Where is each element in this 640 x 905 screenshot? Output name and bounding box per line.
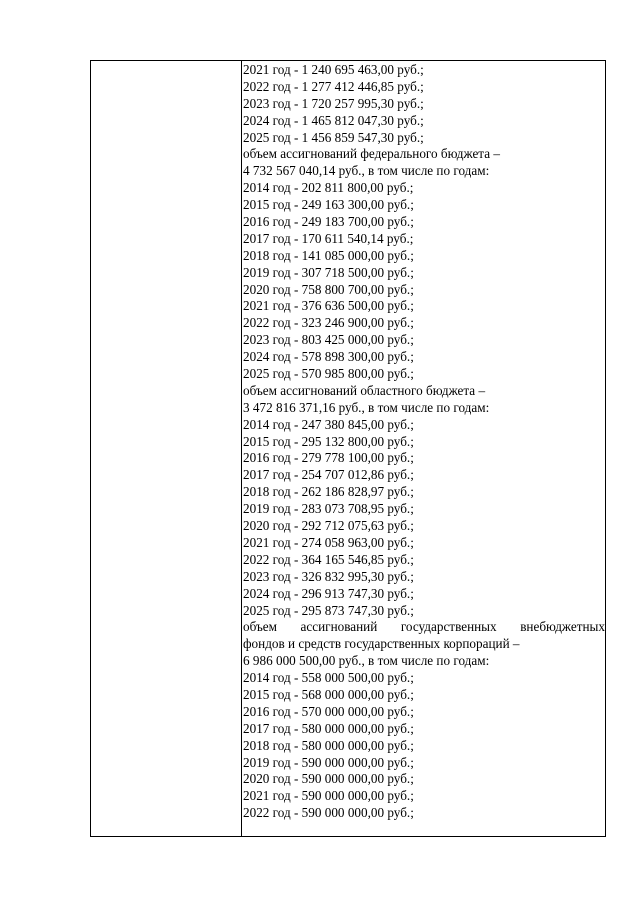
funding-line: 2020 год - 758 800 700,00 руб.;	[243, 281, 414, 297]
funding-line: 2023 год - 326 832 995,30 руб.;	[243, 568, 414, 584]
funding-line: 2023 год - 803 425 000,00 руб.;	[243, 332, 414, 348]
funding-line: 2015 год - 568 000 000,00 руб.;	[243, 686, 414, 702]
funding-line: 2019 год - 590 000 000,00 руб.;	[243, 754, 414, 770]
funding-line: 2024 год - 578 898 300,00 руб.;	[243, 349, 414, 365]
funding-line: объем ассигнований федерального бюджета –	[243, 146, 500, 162]
funding-line: 2022 год - 364 165 546,85 руб.;	[243, 551, 414, 567]
funding-line: 2022 год - 323 246 900,00 руб.;	[243, 315, 414, 331]
funding-line: 2024 год - 296 913 747,30 руб.;	[243, 585, 414, 601]
funding-line: 2020 год - 590 000 000,00 руб.;	[243, 771, 414, 787]
funding-line: 2017 год - 580 000 000,00 руб.;	[243, 720, 414, 736]
column-divider	[241, 61, 242, 836]
funding-line: 2018 год - 262 186 828,97 руб.;	[243, 484, 414, 500]
funding-line: объем ассигнований областного бюджета –	[243, 382, 486, 398]
funding-line: 2019 год - 283 073 708,95 руб.;	[243, 501, 414, 517]
funding-line: 2020 год - 292 712 075,63 руб.;	[243, 518, 414, 534]
funding-line: 2015 год - 295 132 800,00 руб.;	[243, 433, 414, 449]
funding-line: 2019 год - 307 718 500,00 руб.;	[243, 264, 414, 280]
funding-line: 3 472 816 371,16 руб., в том числе по годам:	[243, 399, 490, 415]
funding-line: 2025 год - 295 873 747,30 руб.;	[243, 602, 414, 618]
funding-line: 2021 год - 274 058 963,00 руб.;	[243, 534, 414, 550]
funding-line: 2016 год - 279 778 100,00 руб.;	[243, 450, 414, 466]
funding-line: 2023 год - 1 720 257 995,30 руб.;	[243, 95, 424, 111]
table-right-cell	[243, 61, 605, 822]
table-left-cell	[91, 61, 241, 836]
funding-line: 2017 год - 254 707 012,86 руб.;	[243, 467, 414, 483]
funding-line: 2022 год - 590 000 000,00 руб.;	[243, 805, 414, 821]
funding-line: 2016 год - 249 183 700,00 руб.;	[243, 214, 414, 230]
funding-line: 2018 год - 580 000 000,00 руб.;	[243, 737, 414, 753]
funding-line: 2014 год - 202 811 800,00 руб.;	[243, 180, 414, 196]
funding-line: 2014 год - 247 380 845,00 руб.;	[243, 416, 414, 432]
funding-line: 2021 год - 1 240 695 463,00 руб.;	[243, 62, 424, 77]
funding-line: 2018 год - 141 085 000,00 руб.;	[243, 247, 414, 263]
funding-line: 2021 год - 376 636 500,00 руб.;	[243, 298, 414, 314]
funding-line: фондов и средств государственных корпораций –	[243, 636, 520, 652]
funding-line: 2025 год - 570 985 800,00 руб.;	[243, 366, 414, 382]
funding-line: 2025 год - 1 456 859 547,30 руб.;	[243, 129, 424, 145]
funding-line: объем ассигнований государственных внебюджетных	[243, 619, 605, 635]
funding-line: 2021 год - 590 000 000,00 руб.;	[243, 788, 414, 804]
funding-line: 2015 год - 249 163 300,00 руб.;	[243, 197, 414, 213]
funding-line: 2014 год - 558 000 500,00 руб.;	[243, 670, 414, 686]
funding-line: 4 732 567 040,14 руб., в том числе по годам:	[243, 163, 490, 179]
funding-table	[90, 60, 606, 837]
funding-line: 2024 год - 1 465 812 047,30 руб.;	[243, 112, 424, 128]
funding-line: 6 986 000 500,00 руб., в том числе по годам:	[243, 653, 490, 669]
funding-line: 2017 год - 170 611 540,14 руб.;	[243, 230, 414, 246]
funding-line: 2022 год - 1 277 412 446,85 руб.;	[243, 78, 424, 94]
funding-line: 2016 год - 570 000 000,00 руб.;	[243, 703, 414, 719]
